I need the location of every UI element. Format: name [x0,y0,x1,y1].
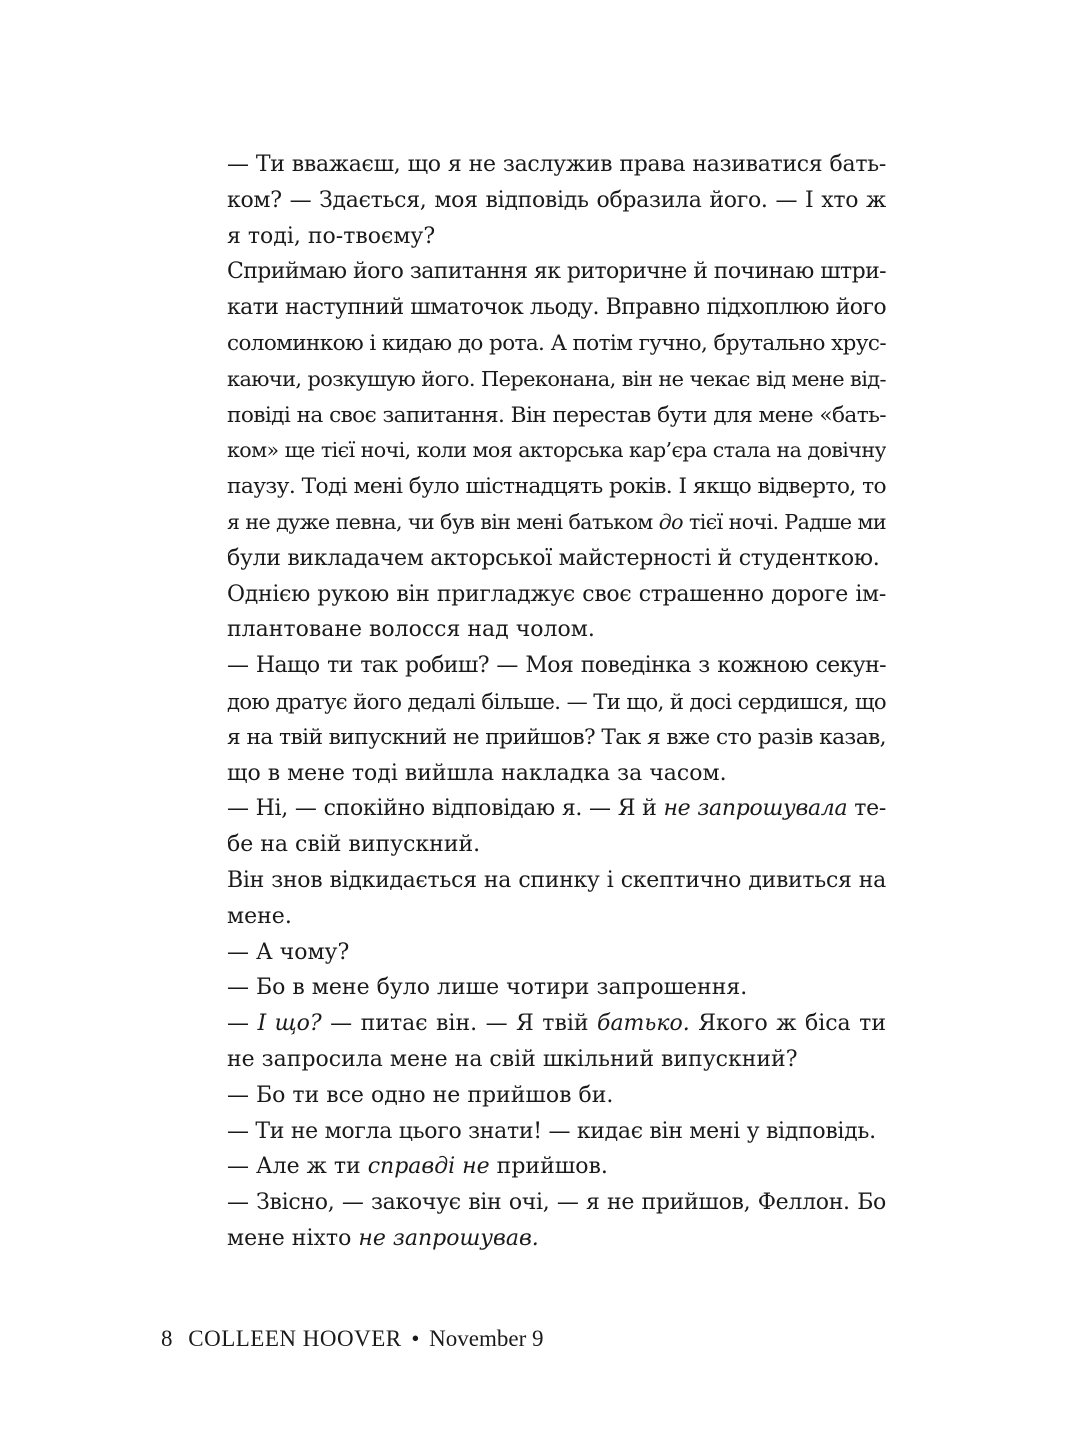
text-line [194,1042,886,1078]
text-segment: те- [847,796,886,822]
text-segment: — питає він. — Я твій [321,1011,598,1037]
text-line [194,684,886,720]
text-line [194,505,886,541]
text-segment: ком» ще тієї ночі, коли моя акторська кар’єра стала на довічну [227,438,886,463]
text-line [194,827,886,863]
text-line [194,433,886,469]
paragraph [194,863,886,935]
text-segment: Сприймаю його запитання як риторичне й починаю штри- [227,259,886,285]
paragraph [194,1114,886,1150]
text-line [194,1006,886,1042]
text-line [194,1114,886,1150]
text-line [194,219,886,255]
text-line [194,935,886,971]
text-line [194,398,886,434]
footer-separator: • [411,1326,420,1351]
text-segment: бе на свій випускний. [227,832,481,858]
italic-text: не запрошував. [358,1225,539,1251]
text-line [194,183,886,219]
text-segment: соломинкою і кидаю до рота. А потім гучно, брутально хрус- [227,330,886,356]
italic-text: справді не [367,1154,490,1180]
text-line [194,577,886,613]
text-line [194,612,886,648]
paragraph [194,147,886,254]
text-segment: ком? — Здається, моя відповідь образила його. — І хто ж [227,187,886,213]
paragraph [194,1185,886,1257]
paragraph [194,935,886,971]
text-line [194,469,886,505]
text-segment: — Нащо ти так робиш? — Моя поведінка з кожною секун- [227,653,886,679]
text-line [194,756,886,792]
text-segment: я не дуже певна, чи був він мені батьком [227,509,659,534]
footer-author: COLLEEN HOOVER [188,1326,402,1351]
paragraph [194,1078,886,1114]
text-segment: — А чому? [227,939,350,965]
text-line [194,290,886,326]
paragraph [194,648,886,791]
text-segment: — [227,1011,258,1037]
text-line [194,720,886,756]
text-line [194,254,886,290]
text-line [194,1185,886,1221]
italic-text: І що? [257,1011,322,1037]
text-line [194,326,886,362]
italic-text: не запрошувала [663,796,848,822]
text-line [194,541,886,577]
text-segment: — Бо ти все одно не прийшов би. [227,1082,614,1108]
text-segment: я на твій випускний не прийшов? Так я вже сто разів казав, [227,724,886,750]
text-segment: — Бо в мене було лише чотири запрошення. [227,975,748,1001]
running-footer [161,1326,543,1352]
text-line [194,970,886,1006]
text-line [194,1221,886,1257]
text-segment: що в мене тоді вийшла накладка за часом. [227,760,727,786]
text-segment: плантоване волосся над чолом. [227,617,595,643]
text-segment: — Ти вважаєш, що я не заслужив права називатися бать- [227,152,886,177]
footer-book-title: November 9 [429,1326,544,1351]
page-body [194,147,886,1257]
text-line [194,1078,886,1114]
text-segment: я тоді, по-твоєму? [227,223,436,249]
text-segment: Якого ж біса ти [689,1011,886,1037]
paragraph [194,254,886,576]
paragraph [194,1006,886,1078]
text-segment: — Ні, — спокійно відповідаю я. — Я й [227,796,664,822]
paragraph [194,1149,886,1185]
paragraph [194,791,886,863]
text-line [194,791,886,827]
text-line [194,899,886,935]
text-segment: кати наступний шматочок льоду. Вправно підхоплюю його [227,295,886,321]
italic-text: до [658,509,683,534]
text-line [194,362,886,398]
text-segment: прийшов. [489,1154,608,1180]
italic-text: батько. [597,1011,690,1037]
text-line [194,863,886,899]
text-segment: тієї ночі. Радше ми [682,509,886,534]
text-line [194,648,886,684]
text-segment: були викладачем акторської майстерності й студенткою. [227,545,880,571]
paragraph [194,970,886,1006]
paragraph [194,577,886,649]
text-segment: паузу. Тоді мені було шістнадцять років. І якщо відверто, то [227,474,886,500]
text-segment: повіді на своє запитання. Він перестав бути для мене «бать- [227,402,886,428]
text-line [194,147,886,183]
text-segment: дою дратує його дедалі більше. — Ти що, й досі сердишся, що [227,688,886,714]
text-segment: — Ти не могла цього знати! — кидає він мені у відповідь. [227,1118,876,1144]
text-segment: Однією рукою він пригладжує своє страшенно дороге ім- [227,581,886,607]
page-number: 8 [161,1326,173,1351]
text-segment: каючи, розкушую його. Переконана, він не чекає від мене від- [227,366,886,391]
text-segment: Він знов відкидається на спинку і скептично дивиться на [227,867,886,893]
text-segment: не запросила мене на свій шкільний випускний? [227,1046,798,1072]
text-segment: мене ніхто [227,1225,359,1251]
text-segment: мене. [227,903,292,929]
text-line [194,1149,886,1185]
text-segment: — Але ж ти [227,1154,368,1180]
text-segment: — Звісно, — закочує він очі, — я не прийшов, Феллон. Бо [227,1190,886,1216]
